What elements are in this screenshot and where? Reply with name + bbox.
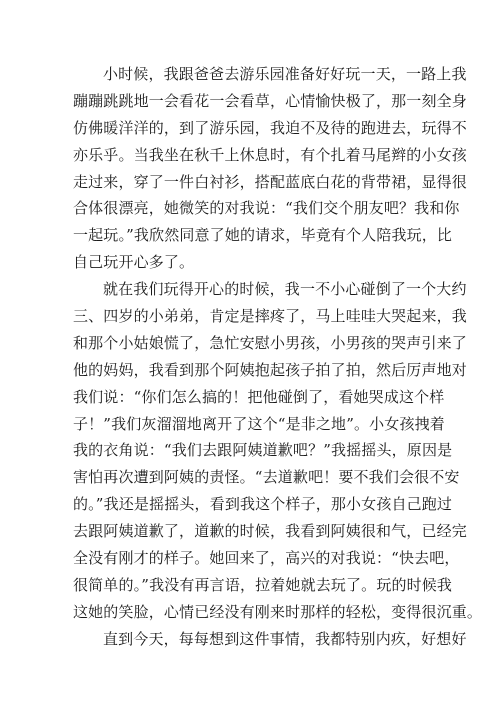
text-line: 去跟阿姨道歉了，道歉的时候，我看到阿姨很和气，已经完 — [73, 522, 467, 541]
paragraph — [73, 276, 483, 626]
text-line: 我的衣角说：“我们去跟阿姨道歉吧？”我摇摇头，原因是 — [73, 441, 453, 460]
text-line: 合体很漂亮，她微笑的对我说：“我们交个朋友吧？我和你 — [73, 199, 460, 218]
text-line: 的。”我还是摇摇头，看到我这个样子，那小女孩自己跑过 — [73, 495, 453, 514]
text-line: 子！”我们灰溜溜地离开了这个“是非之地”。小女孩拽着 — [73, 414, 445, 433]
text-line: 一起玩。”我欣然同意了她的请求，毕竟有个人陪我玩，比 — [73, 226, 453, 245]
text-line: 走过来，穿了一件白衬衫，搭配蓝底白花的背带裙，显得很 — [73, 172, 467, 191]
body-text — [73, 61, 483, 653]
text-line: 自己玩开心多了。 — [73, 253, 195, 272]
text-line: 全没有刚才的样子。她回来了，高兴的对我说：“快去吧， — [73, 549, 460, 568]
text-line: 他的妈妈，我看到那个阿姨抱起孩子拍了拍，然后厉声地对 — [73, 360, 467, 379]
text-line: 害怕再次遭到阿姨的责怪。“去道歉吧！要不我们会很不安 — [73, 468, 460, 487]
text-line: 蹦蹦跳跳地一会看花一会看草，心情愉快极了，那一刻全身 — [73, 91, 467, 110]
paragraph — [73, 61, 467, 276]
text-line: 和那个小姑娘慌了，急忙安慰小男孩，小男孩的哭声引来了 — [73, 333, 467, 352]
text-line: 这她的笑脸，心情已经没有刚来时那样的轻松，变得很沉重。 — [73, 602, 483, 621]
text-line: 就在我们玩得开心的时候，我一不小心碰倒了一个大约 — [103, 280, 467, 299]
text-line: 很简单的。”我没有再言语，拉着她就去玩了。玩的时候我 — [73, 575, 453, 594]
paragraph — [73, 626, 467, 653]
text-line: 小时候，我跟爸爸去游乐园准备好好玩一天，一路上我 — [103, 65, 467, 83]
text-line: 三、四岁的小弟弟，肯定是摔疼了，马上哇哇大哭起来，我 — [73, 307, 467, 326]
text-line: 我们说：“你们怎么搞的！把他碰倒了，看她哭成这个样 — [73, 387, 445, 406]
text-line: 仿佛暖洋洋的，到了游乐园，我迫不及待的跑进去，玩得不 — [73, 118, 467, 137]
text-line: 直到今天，每每想到这件事情，我都特别内疚，好想好 — [103, 629, 467, 648]
text-line: 亦乐乎。当我坐在秋千上休息时，有个扎着马尾辫的小女孩 — [73, 145, 467, 164]
